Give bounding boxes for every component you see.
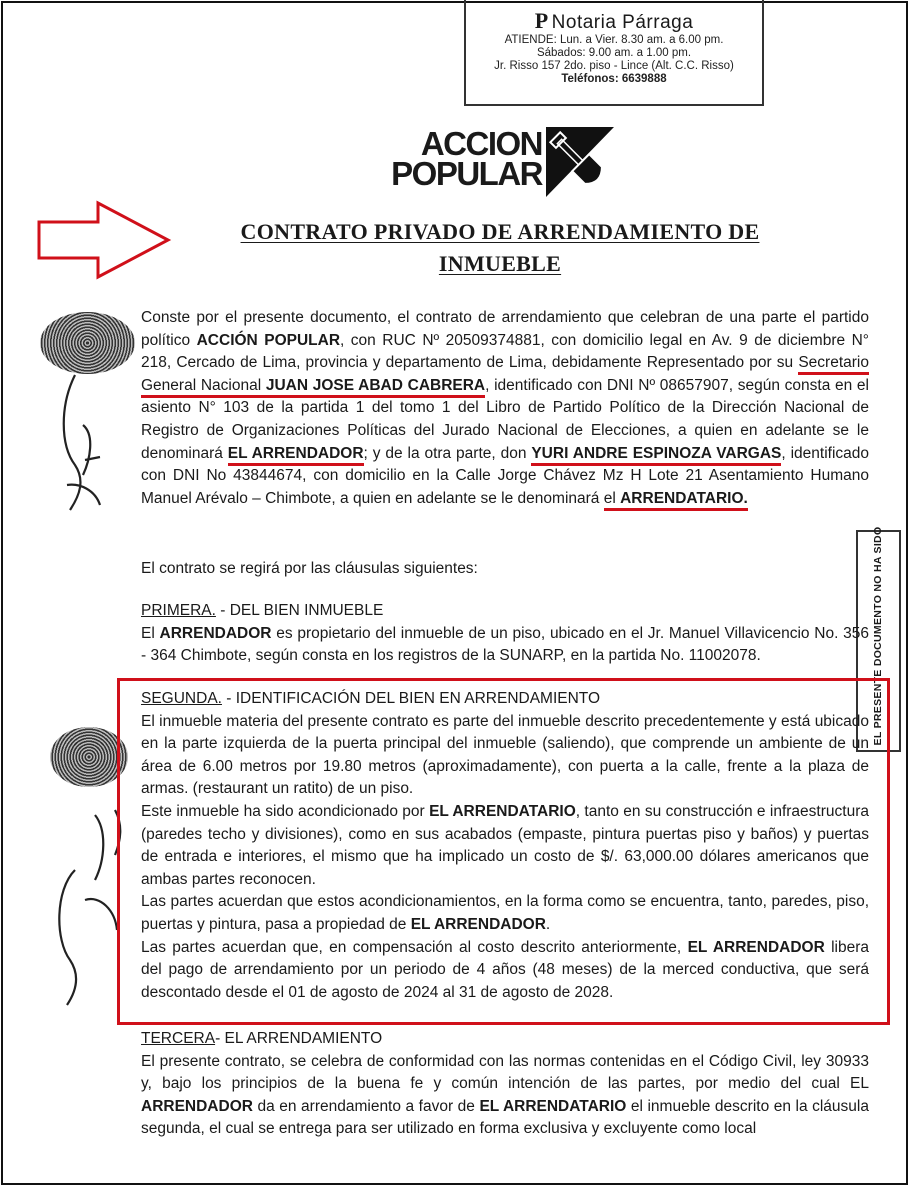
party-name: ACCIÓN POPULAR <box>196 331 341 349</box>
arrendatario-highlight: el ARRENDATARIO. <box>604 490 748 511</box>
clause-primera-heading: PRIMERA. - DEL BIEN INMUEBLE <box>141 602 384 619</box>
accion-popular-logo <box>366 127 576 197</box>
clause-segunda: SEGUNDA. - IDENTIFICACIÓN DEL BIEN EN ARRENDAMIENTO El inmueble materia del presente contrato es parte del inmueble descrito precedentemente y está ubicado en la parte izquierda de la puerta principal del inmueble (saliendo), que comprende un ambiente de un área de 6.00 metros por 19.80 metros (aproximadamente), con puerta a la calle, frente a la plaza de armas. (restaurant un ratito) de un piso. Este inmueble ha sido acondicionado por EL ARRENDATARIO, tanto en su construcción e infraestructura (paredes techo y divisiones), como en sus acabados (empaste, pintura puertas piso y baños) y puertas de entrada e interiores, el mismo que ha implicado un costo de $/. 63,000.00 dólares americanos que ambas partes reconocen. Las partes acuerdan que estos acondicionamientos, en la forma como se encuentra, tanto, paredes, piso, puertas y pintura, pasa a propiedad de EL ARRENDADOR. Las partes acuerdan que, en compensación al costo descrito anteriormente, EL ARRENDADOR libera del pago de arrendamiento por un periodo de 4 años (48 meses) de la merced conductiva, que será descontado desde el 01 de agosto de 2024 al 31 de agosto de 2028. <box>141 690 870 1001</box>
arrendatario-label: ARRENDATARIO. <box>620 489 748 507</box>
arrendador-label: EL ARRENDADOR <box>228 445 364 466</box>
tenant-name: YURI ANDRE ESPINOZA VARGAS <box>531 445 781 466</box>
clause-tercera-heading: TERCERA- EL ARRENDAMIENTO <box>141 1030 383 1047</box>
representative-highlight: Secretario General Nacional JUAN JOSE ABAD CABRERA <box>141 354 869 398</box>
representative-name: JUAN JOSE ABAD CABRERA <box>265 376 486 394</box>
notary-address: Jr. Risso 157 2do. piso - Lince (Alt. C.C. Risso) <box>494 60 734 72</box>
document-title: CONTRATO PRIVADO DE ARRENDAMIENTO DE INMUEBLE <box>240 219 760 276</box>
signature-1 <box>55 365 115 525</box>
clause-segunda-heading: SEGUNDA. - IDENTIFICACIÓN DEL BIEN EN ARRENDAMIENTO <box>141 690 601 707</box>
intro-paragraph: Conste por el presente documento, el contrato de arrendamiento que celebran de una parte el partido político ACCIÓN POPULAR, con RUC Nº 20509374881, con domicilio legal en Av. 9 de diciembre N° 218, Cercado de Lima, provincia y departamento de Lima, debidamente Representado por su Secretario General Nacional JUAN JOSE ABAD CABRERA, identificado con DNI Nº 08657907, según consta en el asiento N° 103 de la partida 1 del tomo 1 del Libro de Partido Político de la Dirección Nacional de Registro de Organizaciones Políticas del Jurado Nacional de Elecciones, a quien en adelante se le denominará EL ARRENDADOR; y de la otra parte, don YURI ANDRE ESPINOZA VARGAS, identificado con DNI No 43844674, con domicilio en la Calle Jorge Chávez Mz H Lote 21 Asentamiento Humano Manuel Arévalo – Chimbote, a quien en adelante se le denominará el ARRENDATARIO. <box>141 307 869 510</box>
notary-hours-weekday: ATIENDE: Lun. a Vier. 8.30 am. a 6.00 pm. <box>504 34 724 46</box>
clause-tercera: TERCERA- EL ARRENDAMIENTO El presente contrato, se celebra de conformidad con las normas contenidas en el Código Civil, ley 30933 y, bajo los principios de la buena fe y común intención de las partes, por medio del cual EL ARRENDADOR da en arrendamiento a favor de EL ARRENDATARIO el inmueble descrito en la cláusula segunda, el cual se entrega para ser utilizado en forma exclusiva y excluyente como local <box>141 1030 869 1138</box>
shovel-icon <box>546 127 614 197</box>
notary-name: P Notaria Párraga <box>534 8 694 33</box>
notary-hours-saturday: Sábados: 9.00 am. a 1.00 pm. <box>536 47 692 59</box>
notary-phones: Teléfonos: 6639888 <box>561 73 667 85</box>
notary-mark: P <box>534 8 549 33</box>
clause-primera: PRIMERA. - DEL BIEN INMUEBLE El ARRENDADOR es propietario del inmueble de un piso, ubicado en el Jr. Manuel Villavicencio No. 356 - 364 Chimbote, según consta en los registros de la SUNARP, en la partida No. 11002078. <box>141 602 869 665</box>
side-stamp: EL PRESENTE DOCUMENTO NO HA SIDO <box>856 530 901 752</box>
clauses-intro: El contrato se regirá por las cláusulas siguientes: <box>141 560 478 577</box>
logo-text: ACCION POPULAR <box>391 125 542 192</box>
notary-stamp <box>464 0 764 106</box>
